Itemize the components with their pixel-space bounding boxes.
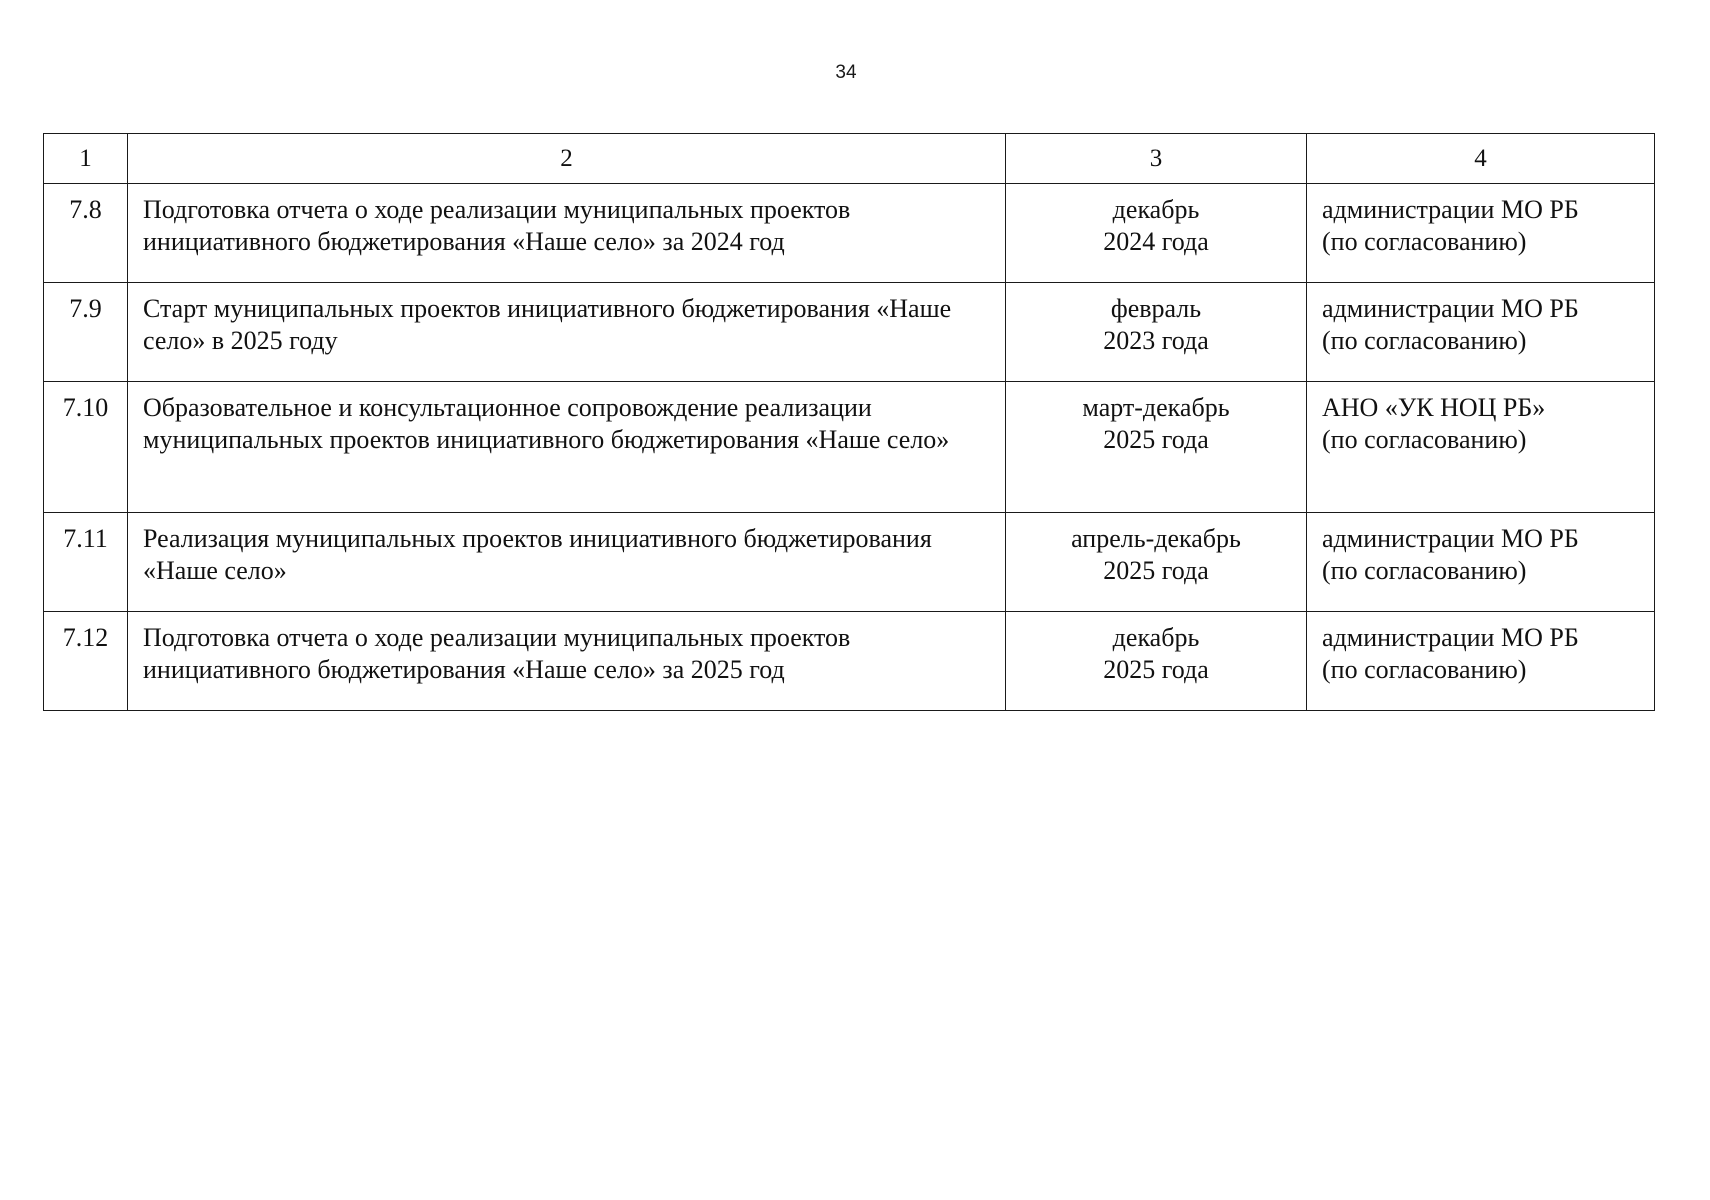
responsible-note: (по согласованию) (1322, 425, 1527, 454)
item-description: Образовательное и консультационное сопровождение реализации муниципальных проектов инициативного бюджетирования «Наше село» (128, 382, 1006, 513)
item-term (1006, 382, 1307, 513)
table-row (44, 382, 1655, 513)
column-header-1: 1 (44, 134, 128, 184)
term-year: 2025 года (1103, 556, 1209, 585)
item-responsible (1307, 184, 1655, 283)
responsible-name: администрации МО РБ (1322, 524, 1579, 553)
term-year: 2025 года (1103, 425, 1209, 454)
responsible-name: администрации МО РБ (1322, 623, 1579, 652)
term-period: декабрь (1112, 195, 1200, 224)
term-period: апрель-декабрь (1071, 524, 1241, 553)
item-number: 7.9 (44, 283, 128, 382)
term-period: март-декабрь (1082, 393, 1230, 422)
responsible-name: администрации МО РБ (1322, 294, 1579, 323)
item-responsible (1307, 382, 1655, 513)
responsible-note: (по согласованию) (1322, 227, 1527, 256)
responsible-name: АНО «УК НОЦ РБ» (1322, 393, 1546, 422)
term-year: 2025 года (1103, 655, 1209, 684)
item-responsible (1307, 513, 1655, 612)
responsible-name: администрации МО РБ (1322, 195, 1579, 224)
term-year: 2023 года (1103, 326, 1209, 355)
item-responsible (1307, 283, 1655, 382)
responsible-note: (по согласованию) (1322, 556, 1527, 585)
column-header-3: 3 (1006, 134, 1307, 184)
table-row (44, 513, 1655, 612)
item-term (1006, 184, 1307, 283)
term-year: 2024 года (1103, 227, 1209, 256)
table-row (44, 283, 1655, 382)
table-header-row (44, 134, 1655, 184)
column-header-2: 2 (128, 134, 1006, 184)
item-description: Подготовка отчета о ходе реализации муниципальных проектов инициативного бюджетирования «Наше село» за 2024 год (128, 184, 1006, 283)
item-number: 7.10 (44, 382, 128, 513)
item-description: Реализация муниципальных проектов инициативного бюджетирования «Наше село» (128, 513, 1006, 612)
term-period: февраль (1110, 294, 1202, 323)
item-number: 7.12 (44, 612, 128, 711)
table-row (44, 612, 1655, 711)
item-description: Подготовка отчета о ходе реализации муниципальных проектов инициативного бюджетирования «Наше село» за 2025 год (128, 612, 1006, 711)
item-number: 7.8 (44, 184, 128, 283)
item-term (1006, 513, 1307, 612)
item-number: 7.11 (44, 513, 128, 612)
item-description: Старт муниципальных проектов инициативного бюджетирования «Наше село» в 2025 году (128, 283, 1006, 382)
item-term (1006, 612, 1307, 711)
responsible-note: (по согласованию) (1322, 326, 1527, 355)
item-responsible (1307, 612, 1655, 711)
item-term (1006, 283, 1307, 382)
responsible-note: (по согласованию) (1322, 655, 1527, 684)
column-header-4: 4 (1307, 134, 1655, 184)
term-period: декабрь (1112, 623, 1200, 652)
plan-table (43, 133, 1655, 711)
page-number: 34 (835, 62, 857, 83)
table-row (44, 184, 1655, 283)
